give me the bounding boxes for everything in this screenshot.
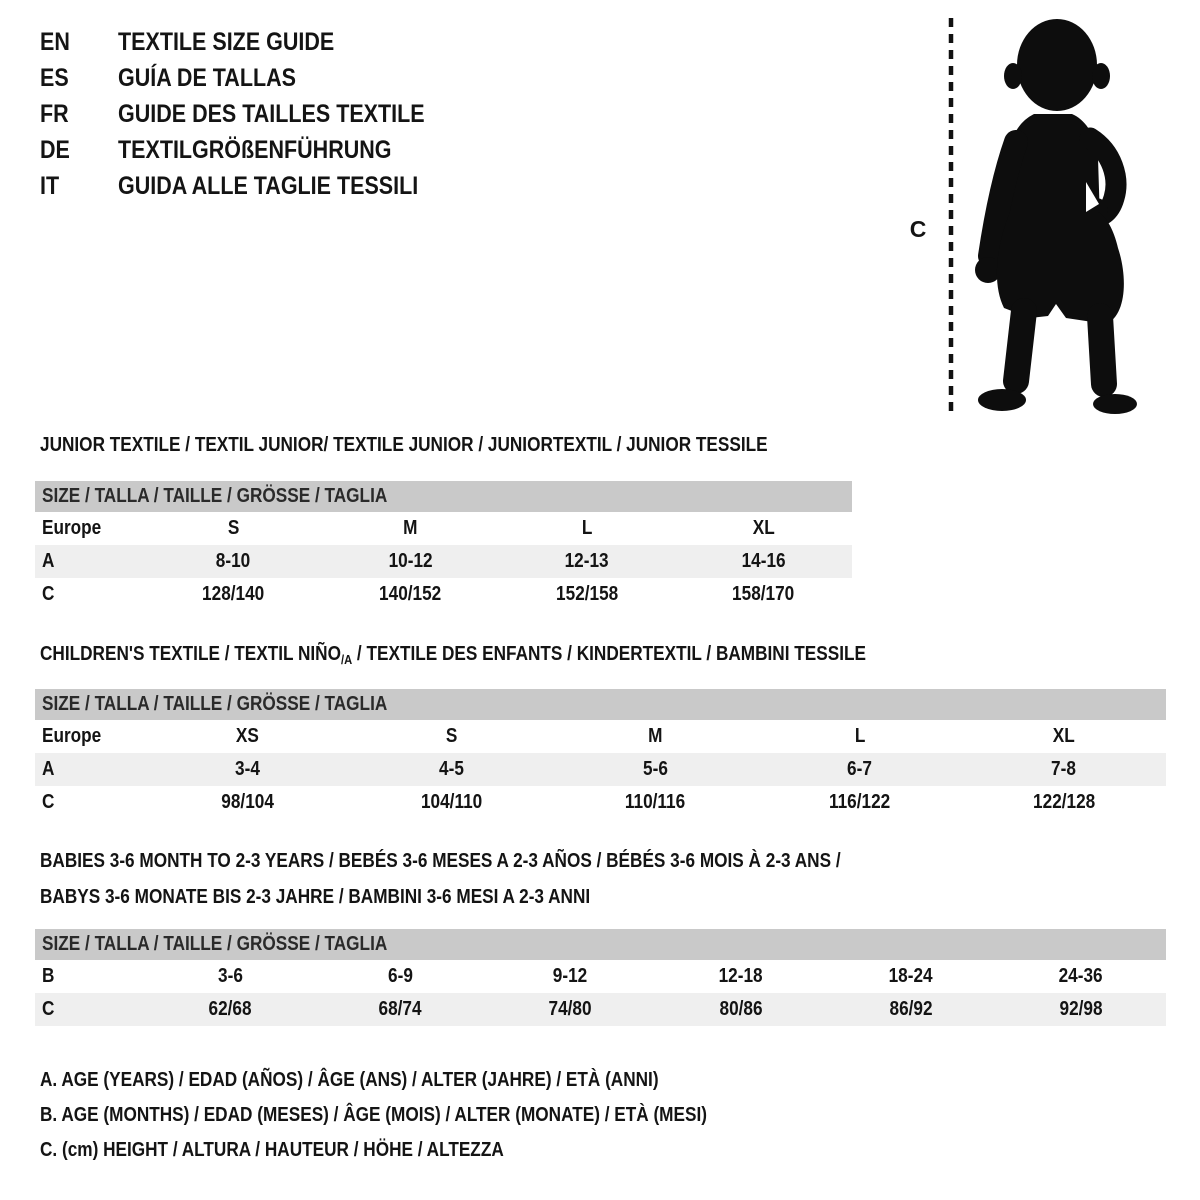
junior-size-table [35,481,852,611]
language-row-it [40,168,475,204]
babies-size-table [35,929,1166,1026]
row-label: A [42,758,55,780]
children-size-table [35,689,1166,819]
row-label: B [42,965,55,987]
table-row-age-months: B 3-6 6-9 9-12 12-18 18-24 24-36 [35,960,1166,993]
language-code: ES [40,63,69,92]
legend-height-cm: C. (cm) HEIGHT / ALTURA / HAUTEUR / HÖHE / ALTEZZA [40,1139,504,1161]
language-row-es [40,60,475,96]
legend-age-years: A. AGE (YEARS) / EDAD (AÑOS) / ÂGE (ANS) / ALTER (JAHRE) / ETÀ (ANNI) [40,1069,659,1091]
size-header-bar: SIZE / TALLA / TAILLE / GRÖSSE / TAGLIA [35,689,1166,720]
guide-title-es: GUÍA DE TALLAS [118,63,296,92]
guide-title-it: GUIDA ALLE TAGLIE TESSILI [118,171,419,200]
nino-a-subscript: /A [340,652,353,667]
guide-title-fr: GUIDE DES TAILLES TEXTILE [118,99,425,128]
measure-legend [40,1063,816,1168]
height-measure-label: C [909,216,927,242]
guide-title-de: TEXTILGRÖßENFÜHRUNG [118,135,392,164]
children-section-title: CHILDREN'S TEXTILE / TEXTIL $NIÑO_{/A}$ / TEXTILE DES ENFANTS / KINDERTEXTIL / BAMBINI TESSILE [40,643,866,667]
row-label: Europe [42,517,102,539]
size-header-bar: SIZE / TALLA / TAILLE / GRÖSSE / TAGLIA [35,929,1166,960]
row-label: A [42,550,55,572]
language-title-list [40,24,475,204]
language-row-fr [40,96,475,132]
language-code: FR [40,99,69,128]
table-row-europe: Europe S M L XL [35,512,852,545]
babies-section-title-line2: BABYS 3-6 MONATE BIS 2-3 JAHRE / BAMBINI 3-6 MESI A 2-3 ANNI [40,886,591,908]
table-row-europe: Europe XS S M L XL [35,720,1166,753]
row-label: C [42,583,55,605]
junior-section-title: JUNIOR TEXTILE / TEXTIL JUNIOR/ TEXTILE JUNIOR / JUNIORTEXTIL / JUNIOR TESSILE [40,434,768,456]
table-row-height-cm: C 98/104 104/110 110/116 116/122 122/128 [35,786,1166,819]
toddler-silhouette-image [940,16,1150,424]
language-code: IT [40,171,60,200]
babies-section-title-line1: BABIES 3-6 MONTH TO 2-3 YEARS / BEBÉS 3-6 MESES A 2-3 AÑOS / BÉBÉS 3-6 MOIS À 2-3 ANS / [40,850,841,872]
toddler-silhouette [975,19,1137,414]
size-header-bar: SIZE / TALLA / TAILLE / GRÖSSE / TAGLIA [35,481,852,512]
language-row-en [40,24,475,60]
language-row-de [40,132,475,168]
row-label: C [42,998,55,1020]
guide-title-en: TEXTILE SIZE GUIDE [118,27,335,56]
row-label: C [42,791,55,813]
row-label: Europe [42,725,102,747]
table-row-age-years: A 8-10 10-12 12-13 14-16 [35,545,852,578]
language-code: DE [40,135,70,164]
language-code: EN [40,27,70,56]
table-row-height-cm: C 128/140 140/152 152/158 158/170 [35,578,852,611]
table-row-height-cm: C 62/68 68/74 74/80 80/86 86/92 92/98 [35,993,1166,1026]
table-row-age-years: A 3-4 4-5 5-6 6-7 7-8 [35,753,1166,786]
legend-age-months: B. AGE (MONTHS) / EDAD (MESES) / ÂGE (MOIS) / ALTER (MONATE) / ETÀ (MESI) [40,1104,707,1126]
